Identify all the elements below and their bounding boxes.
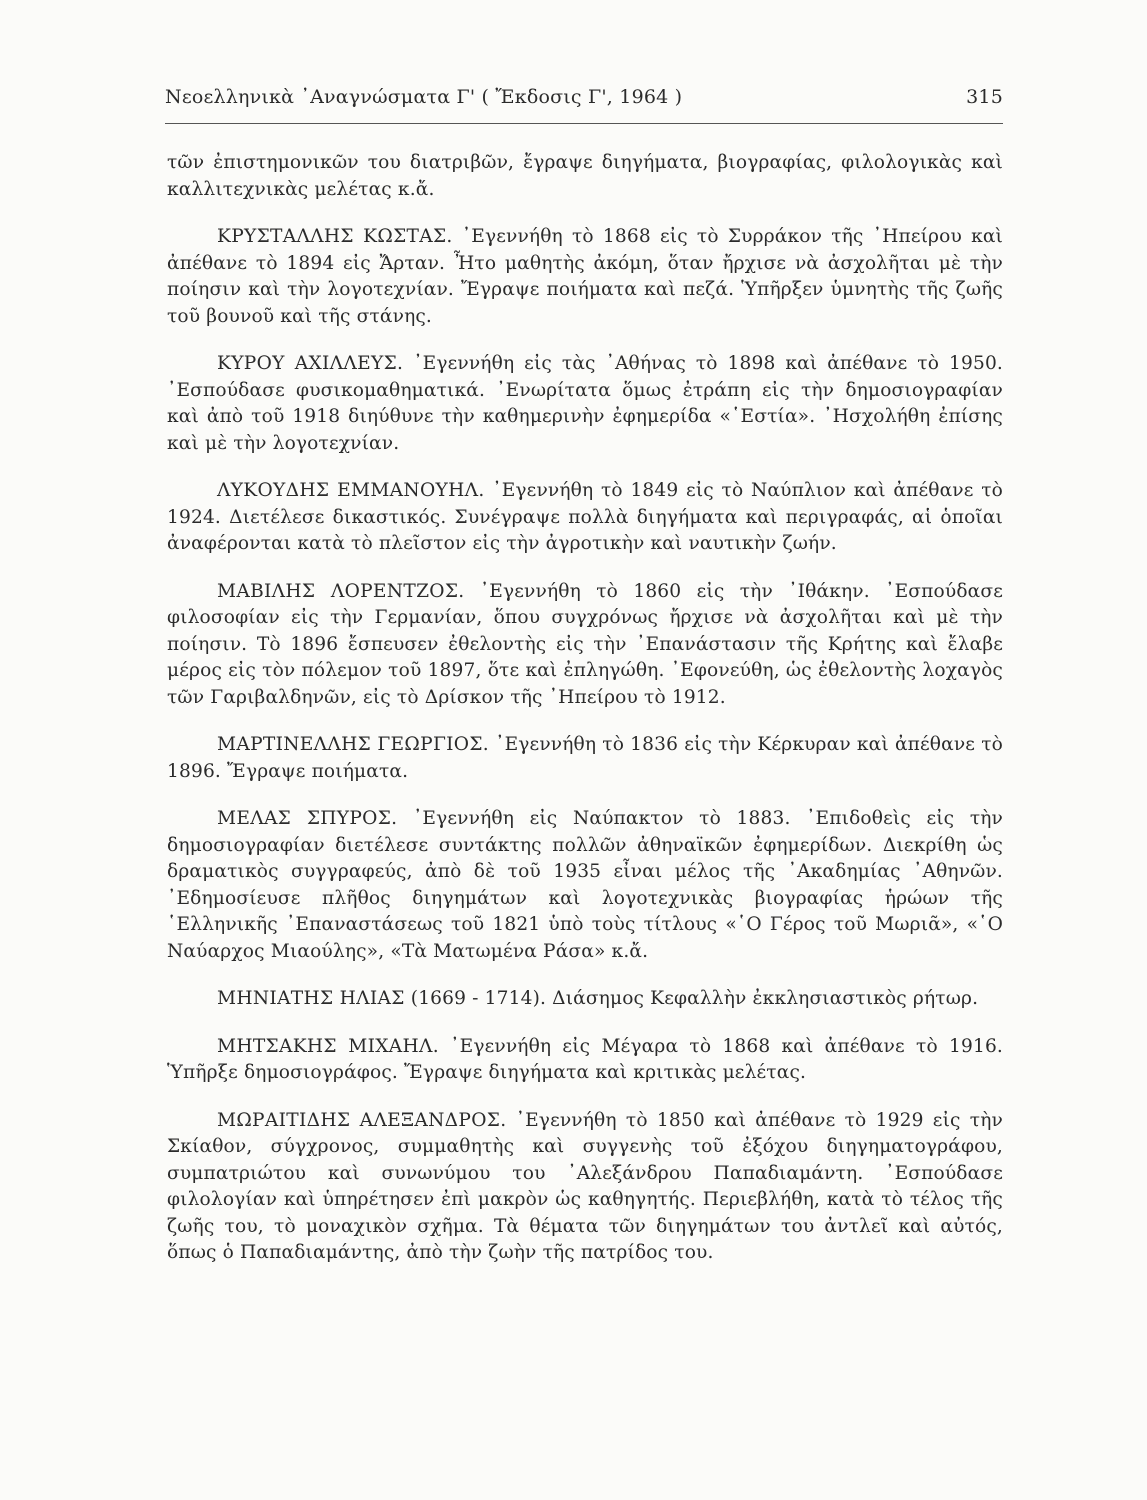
biography-entry bbox=[167, 224, 1003, 330]
biography-entry bbox=[167, 478, 1003, 558]
entry-name: ΜΑΒΙΛΗΣ ΛΟΡΕΝΤΖΟΣ. bbox=[217, 580, 465, 602]
entry-text: ᾿Εγεννήθη τὸ 1860 εἰς τὴν ᾿Ιθάκην. ᾿Εσπούδασε φιλοσοφίαν εἰς τὴν Γερμανίαν, ὅπου συγχρόνως ἤρχισε νὰ ἀσχολῆται καὶ μὲ τὴν ποίησιν. Τὸ 1896 ἔσπευσεν ἐθελοντὴς εἰς τὴν ᾿Επανάστασιν τῆς Κρήτης καὶ ἔλαβε μέρος εἰς τὸν πόλεμον τοῦ 1897, ὅτε καὶ ἐπληγώθη. ᾿Εφονεύθη, ὡς ἐθελοντὴς λοχαγὸς τῶν Γαριβαλδηνῶν, εἰς τὸ Δρίσκον τῆς ᾿Ηπείρου τὸ 1912. bbox=[167, 580, 1003, 708]
entry-name: ΜΕΛΑΣ ΣΠΥΡΟΣ. bbox=[217, 808, 398, 829]
page-body bbox=[167, 150, 1003, 1288]
biography-entry bbox=[167, 1108, 1003, 1267]
entry-name: ΜΑΡΤΙΝΕΛΛΗΣ ΓΕΩΡΓΙΟΣ. bbox=[217, 734, 489, 755]
entry-text: ᾿Εγεννήθη τὸ 1849 εἰς τὸ Ναύπλιον καὶ ἀπέθανε τὸ 1924. Διετέλεσε δικαστικός. Συνέγραψε πολλὰ διηγήματα καὶ περιγραφάς, αἱ ὁποῖαι ἀναφέρονται κατὰ τὸ πλεῖστον εἰς τὴν ἀγροτικὴν καὶ ναυτικὴν ζωήν. bbox=[167, 480, 1004, 554]
entry-name: ΚΥΡΟΥ ΑΧΙΛΛΕΥΣ. bbox=[217, 353, 404, 374]
continued-paragraph: τῶν ἐπιστημονικῶν του διατριβῶν, ἔγραψε διηγήματα, βιογραφίας, φιλολογικὰς καὶ καλλιτεχνικὰς μελέτας κ.ἄ. bbox=[167, 152, 1003, 200]
header-rule bbox=[165, 123, 1003, 124]
entry-text: ᾿Εγεννήθη εἰς τὰς ᾿Αθήνας τὸ 1898 καὶ ἀπέθανε τὸ 1950. ᾿Εσπούδασε φυσικομαθηματικά. ᾿Ενωρίτατα ὅμως ἐτράπη εἰς τὴν δημοσιογραφίαν καὶ ἀπὸ τοῦ 1918 διηύθυνε τὴν καθημερινὴν ἐφημερίδα «῾Εστία». ᾿Ησχολήθη ἐπίσης καὶ μὲ τὴν λογοτεχνίαν. bbox=[167, 353, 1003, 454]
entry-text: ᾿Εγεννήθη τὸ 1850 καὶ ἀπέθανε τὸ 1929 εἰς τὴν Σκίαθον, σύγχρονος, συμμαθητὴς καὶ συγγενὴς τοῦ ἐξόχου διηγηματογράφου, συμπατριώτου καὶ συνωνύμου του ᾿Αλεξάνδρου Παπαδιαμάντη. ᾿Εσπούδασε φιλολογίαν καὶ ὑπηρέτησεν ἐπὶ μακρὸν ὡς καθηγητής. Περιεβλήθη, κατὰ τὸ τέλος τῆς ζωῆς του, τὸ μοναχικὸν σχῆμα. Τὰ θέματα τῶν διηγημάτων του ἀντλεῖ καὶ αὐτός, ὅπως ὁ Παπαδιαμάντης, ἀπὸ τὴν ζωὴν τῆς πατρίδος του. bbox=[167, 1109, 1003, 1263]
entry-name: ΛΥΚΟΥΔΗΣ ΕΜΜΑΝΟΥΗΛ. bbox=[217, 480, 485, 501]
biography-entry bbox=[167, 806, 1003, 965]
entry-text: ᾿Εγεννήθη εἰς Ναύπακτον τὸ 1883. ᾿Επιδοθεὶς εἰς τὴν δημοσιογραφίαν διετέλεσε συντάκτης πολλῶν ἀθηναϊκῶν ἐφημερίδων. Διεκρίθη ὡς δραματικὸς συγγραφεύς, ἀπὸ δὲ τοῦ 1935 εἶναι μέλος τῆς ᾿Ακαδημίας ᾿Αθηνῶν. ᾿Εδημοσίευσε πλῆθος διηγημάτων καὶ λογοτεχνικὰς βιογραφίας ἡρώων τῆς ῾Ελληνικῆς ᾿Επαναστάσεως τοῦ 1821 ὑπὸ τοὺς τίτλους «῾Ο Γέρος τοῦ Μωριᾶ», «῾Ο Ναύαρχος Μιαούλης», «Τὰ Ματωμένα Ράσα» κ.ἄ. bbox=[167, 808, 1003, 962]
entry-text: ᾿Εγεννήθη εἰς Μέγαρα τὸ 1868 καὶ ἀπέθανε τὸ 1916. Ὑπῆρξε δημοσιογράφος. Ἔγραψε διηγήματα καὶ κριτικὰς μελέτας. bbox=[167, 1035, 1003, 1083]
biography-entry bbox=[167, 579, 1003, 712]
biography-entry bbox=[167, 1034, 1003, 1087]
running-header bbox=[165, 86, 1003, 116]
biography-entry bbox=[167, 732, 1003, 785]
entry-name: ΜΗΝΙΑΤΗΣ ΗΛΙΑΣ bbox=[217, 988, 405, 1009]
entry-name: ΜΗΤΣΑΚΗΣ ΜΙΧΑΗΛ. bbox=[217, 1035, 439, 1057]
entry-name: ΜΩΡΑΙΤΙΔΗΣ ΑΛΕΞΑΝΔΡΟΣ. bbox=[217, 1109, 507, 1131]
entry-text: ᾿Εγεννήθη τὸ 1836 εἰς τὴν Κέρκυραν καὶ ἀπέθανε τὸ 1896. Ἔγραψε ποιήματα. bbox=[167, 734, 1003, 782]
page-number: 315 bbox=[966, 86, 1003, 108]
entry-text: ᾿Εγεννήθη τὸ 1868 εἰς τὸ Συρράκον τῆς ᾿Ηπείρου καὶ ἀπέθανε τὸ 1894 εἰς Ἄρταν. Ἦτο μαθητὴς ἀκόμη, ὅταν ἤρχισε νὰ ἀσχολῆται μὲ τὴν ποίησιν καὶ τὴν λογοτεχνίαν. Ἔγραψε ποιήματα καὶ πεζά. Ὑπῆρξεν ὑμνητὴς τῆς ζωῆς τοῦ βουνοῦ καὶ τῆς στάνης. bbox=[167, 226, 1003, 327]
entry-text: (1669 - 1714). Διάσημος Κεφαλλὴν ἐκκλησιαστικὸς ρήτωρ. bbox=[410, 988, 979, 1009]
biography-entry bbox=[167, 351, 1003, 457]
book-title: Νεοελληνικὰ ᾿Αναγνώσματα Γ' ( Ἔκδοσις Γ', 1964 ) bbox=[165, 86, 683, 108]
entry-name: ΚΡΥΣΤΑΛΛΗΣ ΚΩΣΤΑΣ. bbox=[217, 226, 453, 247]
biography-entry bbox=[167, 986, 1003, 1013]
